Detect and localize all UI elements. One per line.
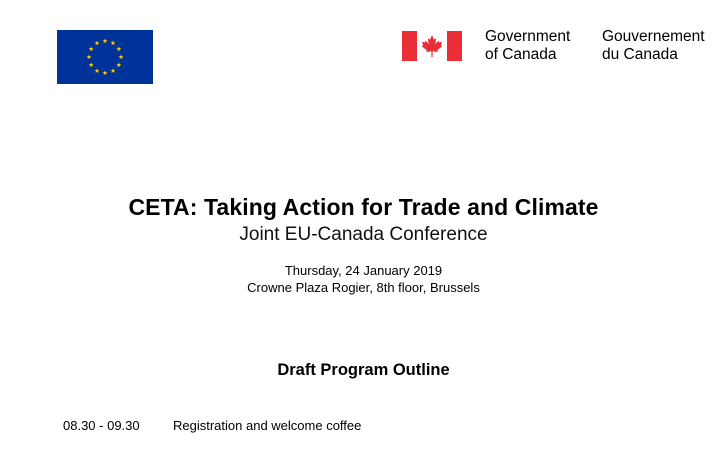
government-of-canada-label [485, 28, 570, 64]
government-fr-line2: du Canada [602, 46, 678, 63]
government-en-line1: Government [485, 28, 571, 45]
agenda-item: Registration and welcome coffee [173, 418, 362, 433]
government-en-line2: of Canada [485, 46, 557, 63]
document-subtitle: Joint EU-Canada Conference [239, 224, 488, 245]
document-title: CETA: Taking Action for Trade and Climate [128, 194, 599, 220]
agenda-time: 08.30 - 09.30 [63, 418, 140, 433]
eu-flag-icon [57, 30, 153, 84]
event-date: Thursday, 24 January 2019 [284, 263, 443, 278]
event-venue: Crowne Plaza Rogier, 8th floor, Brussels [247, 280, 480, 295]
section-heading: Draft Program Outline [277, 361, 450, 379]
gouvernement-du-canada-label [602, 28, 705, 64]
government-fr-line1: Gouvernement [602, 28, 705, 45]
canada-flag-icon [402, 31, 462, 61]
